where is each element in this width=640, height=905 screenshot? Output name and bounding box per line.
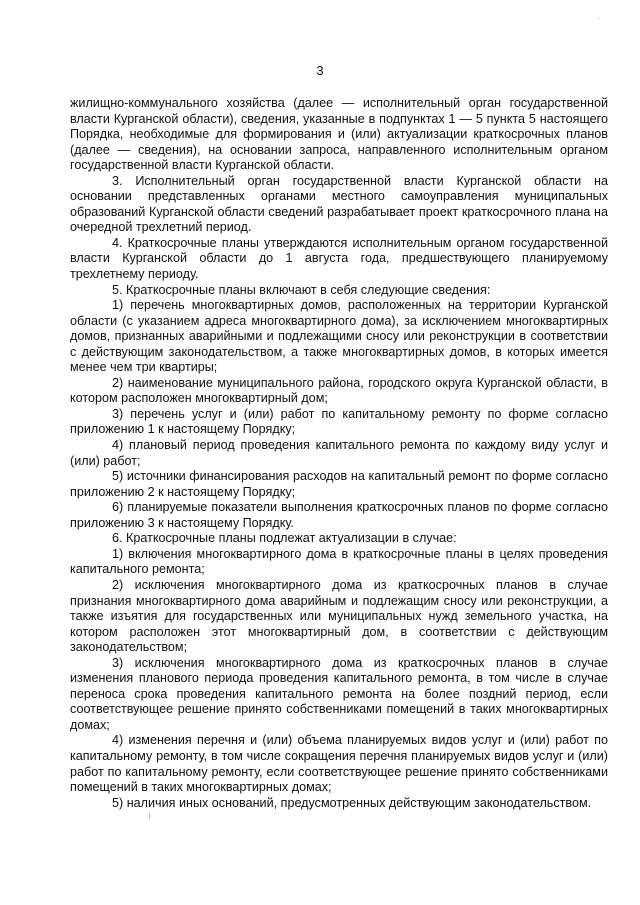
scan-mark <box>598 18 599 19</box>
page-number: 3 <box>316 63 324 78</box>
scan-mark <box>149 813 150 819</box>
document-body <box>70 96 608 811</box>
subitem-5-6: 6) планируемые показатели выполнения краткосрочных планов по форме согласно приложению 3 к настоящему Порядку. <box>70 500 608 530</box>
subitem-5-3: 3) перечень услуг и (или) работ по капитальному ремонту по форме согласно приложению 1 к настоящему Порядку; <box>70 406 608 437</box>
paragraph-item-3: 3. Исполнительный орган государственной власти Курганской области на основании представленных органами местного самоуправления муниципальных образований Курганской области сведений разрабатывает проект краткосрочного плана на очередной трехлетний период. <box>70 173 608 235</box>
subitem-6-4: 4) изменения перечня и (или) объема планируемых видов услуг и (или) работ по капитальному ремонту, в том числе сокращения перечня планируемых видов услуг и (или) работ по капитальному ремонту, если соответствующее решение принято собственниками помещений в таких многоквартирных домах; <box>70 733 608 795</box>
subitem-6-5: 5) наличия иных оснований, предусмотренных действующим законодательством. <box>112 795 592 810</box>
subitem-6-2: 2) исключения многоквартирного дома из краткосрочных планов в случае признания многоквартирного дома аварийным и подлежащим сносу или реконструкции, а также изъятия для государственных или муниципальных нужд земельного участка, на котором расположен этот многоквартирный дом, в соответствии с действующим законодательством; <box>70 577 608 655</box>
paragraph-item-6: 6. Краткосрочные планы подлежат актуализации в случае: <box>112 531 457 546</box>
subitem-6-1: 1) включения многоквартирного дома в краткосрочные планы в целях проведения капитального ремонта; <box>70 546 608 577</box>
subitem-5-1: 1) перечень многоквартирных домов, расположенных на территории Курганской области (с указанием адреса многоквартирного дома), за исключением многоквартирных домов, признанных аварийными и подлежащими сносу или реконструкции в соответствии с действующим законодательством, а также многоквартирных домов, в которых имеется менее чем три квартиры; <box>70 298 608 375</box>
paragraph-item-4: 4. Краткосрочные планы утверждаются исполнительным органом государственной власти Курганской области до 1 августа года, предшествующего планируемому трехлетнему периоду. <box>70 235 608 282</box>
subitem-5-2: 2) наименование муниципального района, городского округа Курганской области, в котором расположен многоквартирный дом; <box>70 375 608 406</box>
paragraph-continuation: жилищно-коммунального хозяйства (далее — исполнительный орган государственной власти Курганской области), сведения, указанные в подпунктах 1 — 5 пункта 5 настоящего Порядка, необходимые для формирования и (или) актуализации краткосрочных планов (далее — сведения), на основании запроса, направленного исполнительным органом государственной власти Курганской области. <box>70 96 608 173</box>
subitem-5-4: 4) плановый период проведения капитального ремонта по каждому виду услуг и (или) работ; <box>70 438 608 468</box>
subitem-6-3: 3) исключения многоквартирного дома из краткосрочных планов в случае изменения планового периода проведения капитального ремонта, в том числе в случае переноса срока проведения капитального ремонта на более поздний период, если соответствующее решение принято собственниками помещений в таких многоквартирных домах; <box>70 655 608 732</box>
subitem-5-5: 5) источники финансирования расходов на капитальный ремонт по форме согласно приложению 2 к настоящему Порядку; <box>70 469 608 499</box>
paragraph-item-5: 5. Краткосрочные планы включают в себя следующие сведения: <box>112 282 491 297</box>
